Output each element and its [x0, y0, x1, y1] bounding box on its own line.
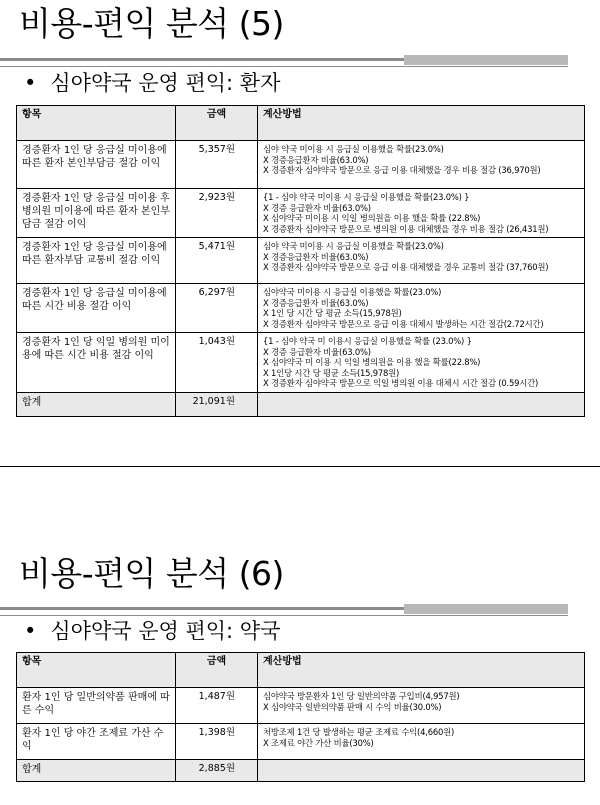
method-line: X 심야약국 미이용 시 익일 병의원을 이용 했을 확률 (22.8%)	[263, 213, 481, 223]
method-line: X 경증응급환자 비율(63.0%)	[263, 251, 369, 262]
table-row	[17, 284, 585, 333]
method-line: X 경증 응급환자 비율(63.0%)	[263, 202, 371, 213]
row-method	[258, 333, 585, 393]
method-line: X 경증 응급환자 비율(63.0%)	[263, 346, 371, 357]
method-line: X 심야약국 일반의약품 판매 시 수익 비율(30.0%)	[263, 701, 442, 712]
total-row	[17, 760, 585, 782]
row-amount: 2,923원	[176, 189, 258, 238]
method-line: X 1인당 시간 당 평균 소득(15,978원)	[263, 367, 400, 378]
row-method	[258, 284, 585, 333]
row-method	[258, 189, 585, 238]
table-body	[17, 688, 585, 782]
header-item: 항목	[17, 106, 176, 141]
row-item: 경증환자 1인 당 응급실 미이용 후 병의원 미이용에 따른 환자 본인부담금 절감 이익	[17, 189, 176, 238]
method-line: {1 - 심야 약국 미이용 시 응급실 이용했을 확률(23.0%) }	[263, 192, 470, 202]
slide-subtitle	[24, 73, 280, 94]
slide-6	[0, 498, 600, 805]
method-line: X 경증응급환자 비율(63.0%)	[263, 154, 369, 165]
method-line: X 경증환자 심야약국 방문으로 병의원 이용 대체했을 경우 비용 절감 (26,431원)	[263, 223, 549, 234]
row-method	[258, 141, 585, 189]
header-amount: 금액	[176, 106, 258, 141]
method-line: X 경증환자 심야약국 방문으로 응급 이용 대체시 발생하는 시간 절감(2.72시간)	[263, 318, 544, 329]
method-line: X 경증환자 심야약국 방문으로 익일 병의원 이용 대체시 시간 절감 (0.59시간)	[263, 378, 539, 388]
title-rule-accent	[404, 55, 568, 65]
method-line: 심야 약국 미이용 시 응급실 이용했을 확률(23.0%)	[263, 144, 444, 154]
table-row	[17, 238, 585, 284]
total-label: 합계	[17, 760, 176, 782]
header-method: 계산방법	[258, 653, 585, 688]
method-line: X 조제료 야간 가산 비율(30%)	[263, 737, 374, 748]
method-line: X 경증환자 심야약국 방문으로 응급 이용 대체했을 경우 비용 절감 (36,970원)	[263, 165, 541, 175]
title-rule-thin	[0, 66, 568, 67]
total-method-empty	[258, 760, 585, 782]
row-method	[258, 724, 585, 760]
row-item: 환자 1인 당 일반의약품 판매에 따른 수익	[17, 688, 176, 724]
header-amount: 금액	[176, 653, 258, 688]
slide-subtitle	[24, 621, 280, 642]
patient-benefit-table	[16, 105, 585, 417]
row-amount: 1,487원	[176, 688, 258, 724]
subtitle-text: 심야약국 운영 편익: 약국	[50, 619, 281, 643]
pharmacy-benefit-table	[16, 652, 585, 782]
table-row	[17, 688, 585, 724]
method-line: X 1인 당 시간 당 평균 소득(15,978원)	[263, 308, 402, 318]
title-rule-thin	[0, 615, 568, 616]
title-rule-accent	[404, 604, 568, 614]
method-line: 심야 약국 미이용 시 응급실 이용했을 확률(23.0%)	[263, 241, 444, 251]
slide-title: 비용-편익 분석 (6)	[19, 554, 284, 593]
method-line: X 경증환자 심야약국 방문으로 응급 이용 대체했을 경우 교통비 절감 (37,760원)	[263, 262, 549, 272]
table-row	[17, 333, 585, 393]
method-line: X 심야약국 미 이용 시 익일 병의원을 이용 했을 확률(22.8%)	[263, 357, 481, 367]
row-amount: 5,471원	[176, 238, 258, 284]
bullet-icon: •	[24, 619, 37, 643]
table-row	[17, 141, 585, 189]
method-line: 심야약국 방문환자 1인 당 일반의약품 구입비(4,957원)	[263, 691, 460, 701]
row-method	[258, 238, 585, 284]
row-amount: 1,043원	[176, 333, 258, 393]
method-line: {1 - 심야 약국 미 이용시 응급실 이용했을 확률 (23.0%) }	[263, 336, 472, 346]
header-item: 항목	[17, 653, 176, 688]
total-amount: 2,885원	[176, 760, 258, 782]
table-row	[17, 724, 585, 760]
subtitle-text: 심야약국 운영 편익: 환자	[50, 71, 281, 95]
method-line: 처방조제 1건 당 발생하는 평균 조제료 수익(4,660원)	[263, 727, 455, 737]
total-row	[17, 392, 585, 416]
slide-separator-top	[0, 466, 600, 467]
total-amount: 21,091원	[176, 392, 258, 416]
row-item: 경증환자 1인 당 응급실 미이용에 따른 시간 비용 절감 이익	[17, 284, 176, 333]
method-line: 심야약국 미이용 시 응급실 이용했을 확률(23.0%)	[263, 287, 442, 297]
slide-title: 비용-편익 분석 (5)	[19, 4, 284, 43]
table-row	[17, 189, 585, 238]
bullet-icon: •	[24, 71, 37, 95]
total-label: 합계	[17, 392, 176, 416]
row-item: 경증환자 1인 당 응급실 미이용에 따른 환자 본인부담금 절감 이익	[17, 141, 176, 189]
row-item: 경증환자 1인 당 응급실 미이용에 따른 환자부담 교통비 절감 이익	[17, 238, 176, 284]
header-method: 계산방법	[258, 106, 585, 141]
row-amount: 6,297원	[176, 284, 258, 333]
table-body	[17, 141, 585, 417]
total-method-empty	[258, 392, 585, 416]
row-item: 경증환자 1인 당 익일 병의원 미이용에 따른 시간 비용 절감 이익	[17, 333, 176, 393]
row-method	[258, 688, 585, 724]
row-amount: 1,398원	[176, 724, 258, 760]
method-line: X 경증응급환자 비율(63.0%)	[263, 297, 369, 308]
row-amount: 5,357원	[176, 141, 258, 189]
row-item: 환자 1인 당 야간 조제료 가산 수익	[17, 724, 176, 760]
